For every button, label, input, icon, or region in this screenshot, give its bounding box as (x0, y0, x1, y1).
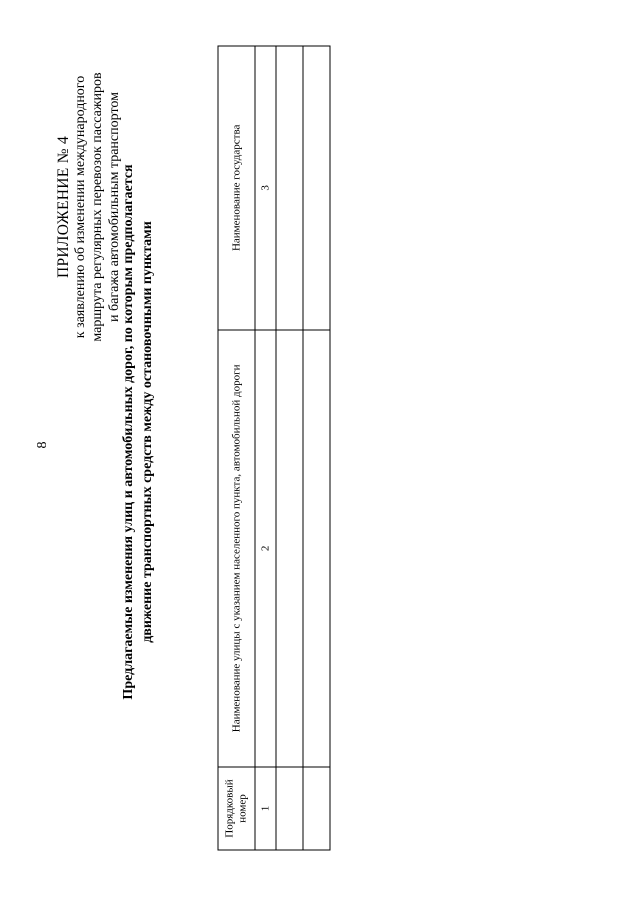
heading-line-1: Предлагаемые изменения улиц и автомобильных дорог, по которым предполагается (121, 164, 136, 700)
header-street-name: Наименование улицы с указанием населенного пункта, автомобильной дороги (218, 329, 255, 766)
appendix-line-3: и багажа автомобильным транспортом (107, 92, 122, 322)
table-cell (276, 767, 303, 850)
table-header-row (218, 46, 255, 850)
table-cell (303, 767, 330, 850)
heading-line-2: движение транспортных средств между остановочными пунктами (140, 221, 155, 643)
appendix-title: ПРИЛОЖЕНИЕ № 4 (55, 135, 72, 279)
header-serial-number: Порядковый номер (218, 767, 255, 850)
column-number: 2 (255, 329, 276, 766)
table-cell (276, 46, 303, 330)
table-cell (276, 329, 303, 766)
table-row (303, 46, 330, 850)
table-cell (303, 329, 330, 766)
table-cell (303, 46, 330, 330)
appendix-line-1: к заявлению об изменении международного (73, 75, 88, 339)
header-country-name: Наименование государства (218, 46, 255, 330)
table-row (276, 46, 303, 850)
page-number: 8 (35, 441, 50, 449)
routes-table (217, 45, 330, 850)
column-number: 3 (255, 46, 276, 330)
appendix-line-2: маршрута регулярных перевозок пассажиров (90, 72, 105, 342)
table-container (217, 45, 327, 850)
document-heading (119, 142, 165, 722)
column-number-row (255, 46, 276, 850)
column-number: 1 (255, 767, 276, 850)
